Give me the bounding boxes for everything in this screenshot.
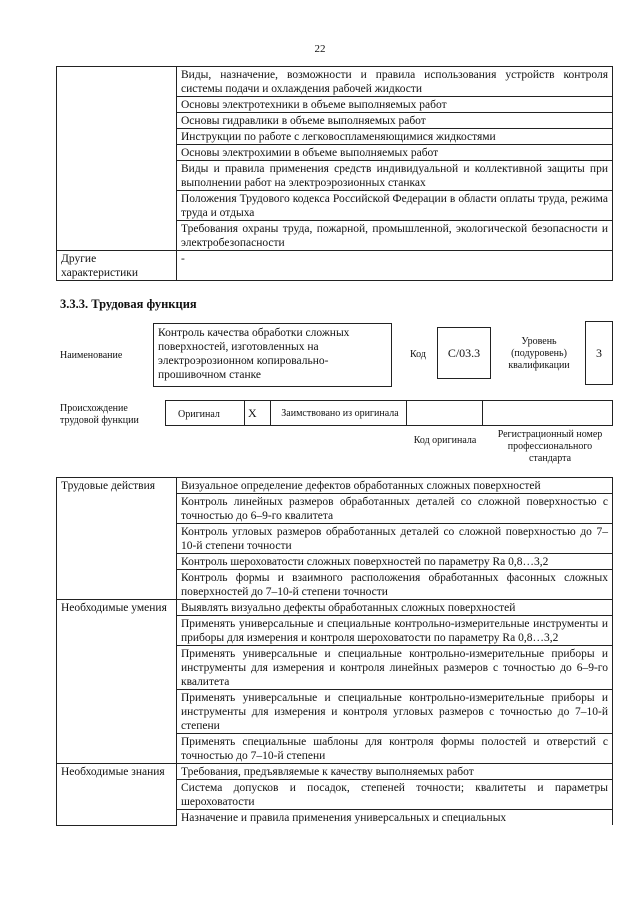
table-cell: Основы гидравлики в объеме выполняемых работ [177, 113, 613, 129]
code-label: Код [410, 349, 426, 360]
table-row [57, 67, 613, 97]
borrowed-label: Заимствовано из оригинала [281, 408, 399, 419]
table-cell: Положения Трудового кодекса Российской Федерации в области оплаты труда, режима труда и отдыха [177, 191, 613, 221]
name-label: Наименование [60, 350, 123, 361]
table-row [57, 600, 613, 616]
table-cell: Визуальное определение дефектов обработанных сложных поверхностей [177, 478, 613, 494]
page-number: 22 [314, 43, 326, 55]
actions-label: Трудовые действия [57, 478, 177, 600]
table-cell: Основы электротехники в объеме выполняемых работ [177, 97, 613, 113]
table-cell: Применять универсальные и специальные контрольно-измерительные инструменты и приборы для измерения и контроля шероховатости по параметру Ra 0,8…3,2 [177, 616, 613, 646]
origin-label: Происхождение трудовой функции [60, 403, 139, 426]
empty-label-cell [57, 67, 177, 251]
original-label: Оригинал [178, 409, 220, 420]
table-cell: Требования охраны труда, пожарной, промышленной, экологической безопасности и электробезопасности [177, 221, 613, 251]
origin-row [165, 400, 613, 426]
table-row [57, 251, 613, 281]
table-cell: Применять специальные шаблоны для контроля формы полостей и отверстий с точностью до 7–10-й степени [177, 734, 613, 764]
code-original-label: Код оригинала [413, 435, 477, 446]
table-cell: Виды, назначение, возможности и правила использования устройств контроля системы подачи и охлаждения рабочей жидкости [177, 67, 613, 97]
qualification-level-value: 3 [585, 321, 613, 385]
table-cell: Применять универсальные и специальные контрольно-измерительные приборы и инструменты для измерения и контроля угловых размеров с точностью до 7–10-й степени [177, 690, 613, 734]
reg-number-label: Регистрационный номер профессионального стандарта [497, 429, 603, 464]
section-heading: 3.3.3. Трудовая функция [60, 297, 197, 311]
knowledge-label: Необходимые знания [57, 764, 177, 826]
other-characteristics-label: Другие характеристики [57, 251, 177, 281]
skills-label: Необходимые умения [57, 600, 177, 764]
code-value-box: C/03.3 [437, 327, 491, 379]
table-cell: Виды и правила применения средств индивидуальной и коллективной защиты при выполнении работ на электроэрозионных станках [177, 161, 613, 191]
table-cell: Контроль линейных размеров обработанных деталей со сложной поверхностью с точностью до 6–9-го квалитета [177, 494, 613, 524]
function-name-box: Контроль качества обработки сложных поверхностей, изготовленных на электроэрозионном копировально-прошивочном станке [153, 323, 392, 387]
knowledge-table-continued [56, 66, 613, 281]
other-characteristics-value: - [177, 251, 613, 281]
table-cell: Контроль формы и взаимного расположения обработанных фасонных сложных поверхностей до 7–10-й степени точности [177, 570, 613, 600]
table-cell: Назначение и правила применения универсальных и специальных [177, 810, 613, 826]
table-row [57, 764, 613, 780]
original-mark: X [248, 406, 257, 420]
table-cell: Инструкции по работе с легковоспламеняющимися жидкостями [177, 129, 613, 145]
table-cell: Применять универсальные и специальные контрольно-измерительные приборы и инструменты для измерения и контроля линейных размеров с точностью до 6–9-го квалитета [177, 646, 613, 690]
table-row [57, 478, 613, 494]
table-cell: Контроль шероховатости сложных поверхностей по параметру Ra 0,8…3,2 [177, 554, 613, 570]
table-cell: Требования, предъявляемые к качеству выполняемых работ [177, 764, 613, 780]
table-cell: Выявлять визуально дефекты обработанных сложных поверхностей [177, 600, 613, 616]
table-cell: Основы электрохимии в объеме выполняемых работ [177, 145, 613, 161]
qualification-level-label: Уровень (подуровень) квалификации [508, 336, 570, 371]
table-cell: Контроль угловых размеров обработанных деталей со сложной поверхностью до 7–10-й степени точности [177, 524, 613, 554]
table-cell: Система допусков и посадок, степеней точности; квалитеты и параметры шероховатости [177, 780, 613, 810]
function-details-table [56, 477, 613, 826]
